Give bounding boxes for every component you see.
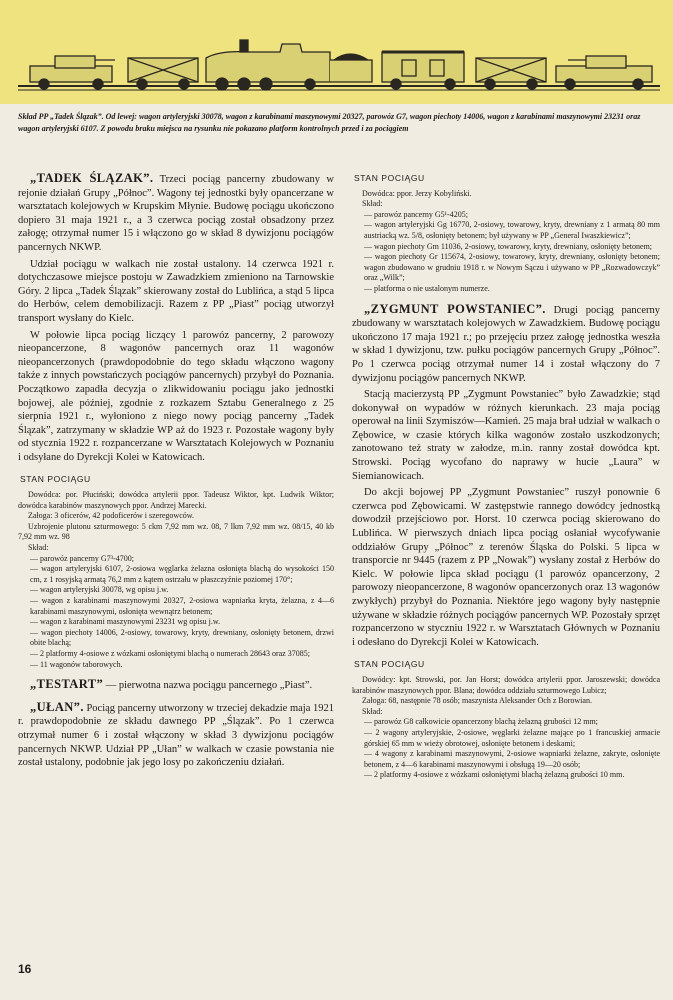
list-item: — parowóz pancerny G7³-4700;: [30, 553, 134, 563]
list-item: — 2 wagony artyleryjskie, 2-osiowe, węglarki żelazne mające po 1 francuskiej armacie górskiej 65 mm w wieży obrotowej, osłonięte betonem i deskami;: [364, 727, 660, 748]
mg-wagon-2: [476, 58, 546, 89]
list-item: — wagon piechoty Gr 115674, 2-osiowy, towarowy, kryty, drewniany, osłonięty betonem; wagon zbudowano w grudniu 1918 r. w Nowym Sączu i używano w PP „Rozwadowczyk” oraz „Wilk”;: [364, 252, 660, 283]
zygmunt-para-3: Do akcji bojowej PP „Zygmunt Powstaniec” ruszył ponownie 6 czerwca pod Zębowicami. W zastępstwie rannego dowódcy jednostką dowodził przejściowo por. Horst. 10 czerwca pociąg skierowano do Lublińca. W pierwszych dniach lipca pociąg osłaniał wycofywanie oddziałów Grupy „Północ” z terenów Śląska do Polski. 5 lipca w transporcie nr 9445 (razem z PP „Nowak”) wysłany został z Herbów do Kielc. W połowie lipca skład pociągu (1 parowóz opancerzony, 2 parowozy nieopancerzone, 8 wagonów opancerzonych oraz 13 wagonów zwykłych) przybył do Poznania. Niektóre jego wagony były następnie używane w składzie różnych pociągów pancernych WP. Pozostały sprzęt rozpancerzono w styczniu 1922 r. w Warsztatach Głównych w Poznaniu i odesłano do Dyrekcji Kolei w Katowicach.: [352, 487, 660, 648]
tadek-para-1: „TADEK ŚLĄZAK”. Trzeci pociąg pancerny zbudowany w rejonie działań Grupy „Północ”. Wagony tej jednostki były opancerzane w warsztatach kolejowych w Krupskim Młynie. Budowę pociągu ukończono dopiero 31 maja 1921 r., a 3 czerwca pociąg został obsadzony przez załogę; otrzymał numer 15 i włączono go w skład 8 dywizjonu pociągów pancernych NKWP.: [18, 171, 334, 253]
list-item: — wagon piechoty 14006, 2-osiowy, towarowy, kryty, drewniany, osłonięty betonem, drzwi obite blachą;: [30, 627, 334, 648]
list-item: — 2 platformy 4-osiowe z wózkami osłoniętymi blachą żelazną grubości 10 mm.: [364, 770, 625, 780]
list-item: — parowóz pancerny G5¹-4205;: [364, 209, 468, 219]
stan-heading: STAN POCIĄGU: [20, 474, 91, 485]
tadek-para-2: Udział pociągu w walkach nie został ustalony. 14 czerwca 1921 r. dotychczasowe miejsce postoju w Zawadzkiem zmieniono na Tarnowskie Góry. 2 lipca „Tadek Ślązak” skierowany został do Lublińca, a stąd 5 lipca do Herbów, celem demobilizacji. Razem z PP „Piast” pociąg utworzył transport wysłany do Kielc.: [18, 258, 334, 324]
section-title-tadek: „TADEK ŚLĄZAK”.: [30, 171, 154, 185]
list-item: — wagon artyleryjski Gg 16770, 2-osiowy, towarowy, kryty, drewniany z 1 armatą 80 mm austriacką wz. 5/8, osłonięty betonem; był używany w PP „General Iwaszkiewicz”;: [364, 220, 660, 240]
train-illustration-band: [0, 0, 673, 104]
stan-heading: STAN POCIĄGU: [354, 659, 425, 670]
armament: Uzbrojenie plutonu szturmowego: 5 ckm 7,92 mm wz. 08, 7 lkm 7,92 mm wz. 08/15, 40 kb 7,92 mm wz. 98: [18, 521, 334, 542]
composition-label: Skład:: [28, 543, 49, 553]
stan-heading: STAN POCIĄGU: [354, 173, 425, 183]
kobylinski-composition: [352, 189, 660, 295]
tadek-composition: [18, 490, 334, 670]
left-column: [18, 172, 334, 773]
section-title-testart: „TESTART”: [30, 677, 104, 692]
list-item: — wagon piechoty Gm 11036, 2-osiowy, towarowy, kryty, drewniany, osłonięty betonem;: [364, 241, 653, 251]
list-item: — 11 wagonów taborowych.: [30, 659, 123, 669]
crew: Załoga: 68, następnie 78 osób; maszynista Aleksander Och z Borowian.: [362, 696, 592, 706]
composition-label: Skład:: [362, 706, 383, 716]
list-item: — platforma o nie ustalonym numerze.: [364, 283, 490, 293]
artillery-wagon-left: [30, 56, 115, 89]
zygmunt-para-1: „ZYGMUNT POWSTANIEC”. Drugi pociąg pancerny zbudowany w warsztatach kolejowych w Zawadzkiem. Budowę pociągu ukończono 17 maja 1921 r.; po przejęciu przez załogę jednostka weszła w skład 1 dywizjonu, tzw. pułku pociągów pancernych Grupy „Północ”. Po 1 czerwca pociąg otrzymał numer 14 i został włączony do 7 dywizjonu pociągów pancernych NKWP.: [352, 301, 660, 384]
composition-label: Skład:: [362, 199, 383, 209]
locomotive: [206, 40, 372, 90]
section-title-zygmunt: „ZYGMUNT POWSTANIEC”.: [364, 301, 546, 316]
infantry-wagon: [382, 52, 464, 89]
list-item: — wagon z karabinami maszynowymi 20327, 2-osiowa wapniarka kryta, żelazna, z 4—6 karabinami maszynowymi, osłonięta wewnątrz betonem;: [30, 596, 334, 616]
illustration-caption: Skład PP „Tadek Ślązak”. Od lewej: wagon artyleryjski 30078, wagon z karabinami maszynowymi 20327, parowóz G7, wagon piechoty 14006, wagon z karabinami maszynowymi 23231 oraz wagon artyleryjski 6107. Z powodu braku miejsca na rysunku nie pokazano platform kontrolnych przed i za pociągiem: [18, 112, 641, 133]
crew: Załoga: 3 oficerów, 42 podoficerów i szeregowców.: [28, 511, 195, 521]
list-item: — parowóz G8 całkowicie opancerzony blachą żelazną grubości 12 mm;: [364, 717, 598, 727]
commander: Dowódca: ppor. Jerzy Kobyliński.: [362, 188, 472, 198]
testart-para: „TESTART” — pierwotna nazwa pociągu pancernego „Piast”.: [30, 677, 313, 692]
list-item: — wagon artyleryjski 30078, wg opisu j.w.: [30, 585, 169, 595]
tadek-para-3: W połowie lipca pociąg liczący 1 parowóz pancerny, 2 parowozy nieopancerzone, 8 wagonów pancernych oraz 11 wagonów nieopancerzonych (prawdopodobnie do tego składu włączono wagony także z innych powstańczych pociągów pancernych) przybył do Poznania. Początkowo zapadła decyzja o zlikwidowaniu pociągu jako jednostki bojowej, ale później, zgodnie z rozkazem Sztabu Generalnego z 25 sierpnia 1921 r., wyłoniono z niego nowy pociąg pancerny „Tadek Ślązak”, zatrzymany w składzie WP aż do 1923 r. Pozostałe wagony były od stycznia 1922 r. rozpancerzane w Warsztatach Kolejowych w Poznaniu i odsyłane do Dyrekcji Kolei w Katowicach.: [18, 329, 334, 463]
mg-wagon-1: [128, 58, 198, 89]
commanders: Dowódca: por. Płuciński; dowódca artylerii ppor. Tadeusz Wiktor, kpt. Ludwik Wiktor; dowódca karabinów maszynowych ppor. Andrzej Marecki.: [18, 490, 334, 510]
section-title-ulan: „UŁAN”.: [30, 699, 84, 714]
list-item: — wagon z karabinami maszynowymi 23231 wg opisu j.w.: [30, 617, 221, 627]
list-item: — 2 platformy 4-osiowe z wózkami osłoniętymi blachą o numerach 28643 oraz 37085;: [30, 648, 310, 658]
armored-train-drawing: [0, 0, 673, 104]
commanders: Dowódcy: kpt. Strowski, por. Jan Horst; dowódca artylerii ppor. Jaroszewski; dowódca karabinów maszynowych ppor. Blana; dowódca oddziału szturmowego Lubicz;: [352, 674, 660, 695]
page-number: 16: [18, 962, 32, 976]
zygmunt-para-2: Stacją macierzystą PP „Zygmunt Powstaniec” było Zawadzkie; stąd dokonywał on wypadów w różnych kierunkach. 23 maja pociąg operował na linii Szymiszów—Kamień. 25 maja brał udział w walkach o Zębowice, w czasie których kilka wagonów zostało uszkodzonych; zanotowano też straty w załodze, m.in. ranny został dowódca kpt. Strowski. Pociąg wycofano do naprawy w hucie „Laura” w Siemianowicach.: [352, 389, 660, 482]
artillery-wagon-right: [556, 56, 652, 89]
zygmunt-composition: [352, 675, 660, 781]
list-item: — 4 wagony z karabinami maszynowymi, 2-osiowe wapniarki żelazne, zakryte, osłonięte betonem, z 4—6 karabinami maszynowymi i obsługą 19—20 osób;: [364, 749, 660, 769]
list-item: — wagon artyleryjski 6107, 2-osiowa węglarka żelazna osłonięta blachą do wysokości 150 cm, z 1 rosyjską armatą 76,2 mm z kątem ostrzału w płaszczyźnie poziomej 170°;: [30, 564, 334, 584]
right-column: [352, 172, 660, 781]
ulan-para: „UŁAN”. Pociąg pancerny utworzony w trzeciej dekadzie maja 1921 r. prawdopodobnie ze składu dawnego PP „Ślązak”. Po 1 czerwca otrzymał numer 6 i został włączony w skład 3 dywizjonu pociągów pancernych NKWP. Udział PP „Ułan” w walkach w czasie powstania nie został ustalony, podobnie jak jego losy po zakończeniu działań.: [18, 699, 334, 769]
